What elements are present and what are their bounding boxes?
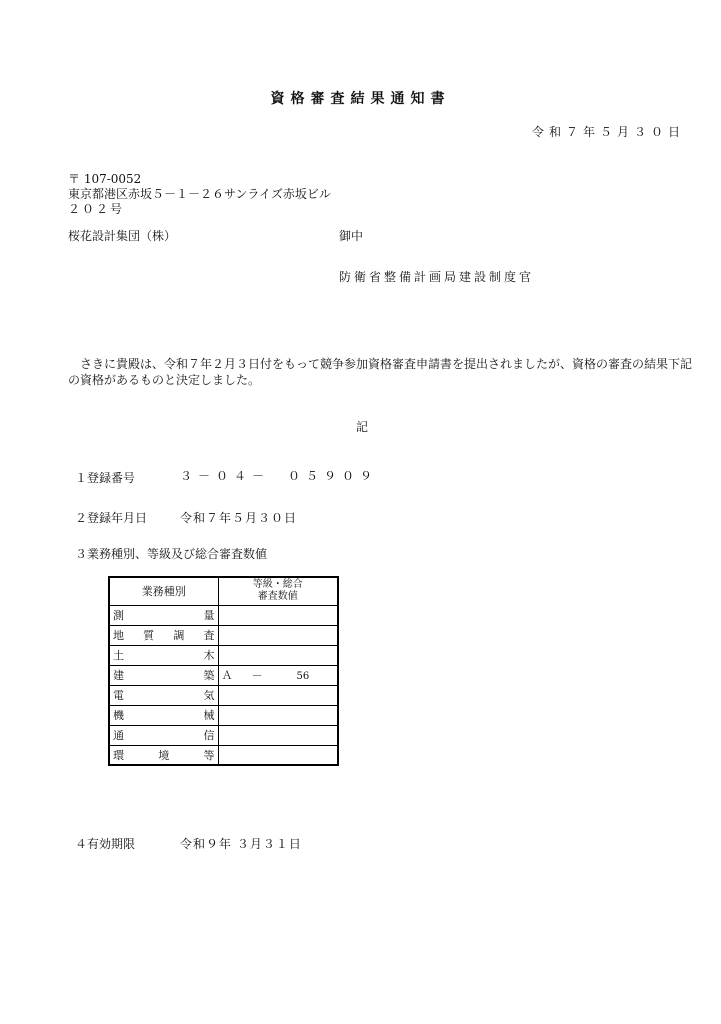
business-type-char: 建 bbox=[113, 669, 124, 682]
business-type-name bbox=[113, 607, 215, 623]
registration-number-value: ３－０４－ ０５９０９ bbox=[180, 469, 379, 483]
validity-value: 令和９年 ３月３１日 bbox=[180, 837, 302, 851]
table-row bbox=[109, 725, 338, 745]
business-type-char: 械 bbox=[203, 709, 215, 722]
business-type-name bbox=[113, 727, 215, 743]
address-line-2: ２０２号 bbox=[68, 202, 125, 216]
grade-score-cell bbox=[218, 705, 338, 725]
business-type-cell bbox=[109, 725, 218, 745]
business-type-char: 気 bbox=[203, 689, 215, 702]
table-row bbox=[109, 645, 338, 665]
business-type-char: 信 bbox=[203, 729, 215, 742]
business-type-cell bbox=[109, 625, 218, 645]
ki-heading: 記 bbox=[356, 420, 369, 434]
table-row bbox=[109, 705, 338, 725]
grade-score-cell bbox=[218, 645, 338, 665]
table-row bbox=[109, 665, 338, 685]
header-business-type: 業務種別 bbox=[109, 577, 218, 605]
registration-number-label: １登録番号 bbox=[75, 471, 136, 485]
document-title: 資格審査結果通知書 bbox=[270, 91, 451, 107]
table-row bbox=[109, 625, 338, 645]
business-type-cell bbox=[109, 645, 218, 665]
business-type-char: 測 bbox=[113, 609, 124, 622]
honorific: 御中 bbox=[339, 229, 364, 243]
grade-score-cell bbox=[218, 625, 338, 645]
recipient-name: 桜花設計集団（株） bbox=[68, 229, 177, 243]
table-body bbox=[109, 605, 338, 765]
business-type-char: 電 bbox=[113, 689, 124, 702]
table-row bbox=[109, 685, 338, 705]
body-paragraph: さきに貴殿は、令和７年２月３日付をもって競争参加資格審査申請書を提出されましたが、資格の審査の結果下記の資格があるものと決定しました。 bbox=[68, 357, 693, 387]
table-header-row bbox=[109, 577, 338, 605]
grade-score-cell bbox=[218, 605, 338, 625]
business-type-char: 環 bbox=[113, 748, 124, 762]
business-type-cell bbox=[109, 605, 218, 625]
grade-score-cell bbox=[218, 745, 338, 765]
business-type-char: 等 bbox=[203, 748, 215, 762]
registration-date-value: 令和７年５月３０日 bbox=[180, 511, 298, 525]
grade-score-cell bbox=[218, 725, 338, 745]
business-type-char: 機 bbox=[113, 709, 124, 722]
business-type-name bbox=[113, 667, 215, 683]
issue-date: 令和７年５月３０日 bbox=[531, 125, 685, 139]
business-type-name bbox=[113, 627, 215, 643]
business-type-char: 質 bbox=[143, 629, 155, 642]
validity-label: ４有効期限 bbox=[75, 837, 136, 851]
business-type-cell bbox=[109, 705, 218, 725]
postal-code: 〒 107-0052 bbox=[68, 172, 142, 186]
business-types-label: ３業務種別、等級及び総合審査数値 bbox=[75, 547, 268, 561]
issuer-name: 防衛省整備計画局建設制度官 bbox=[339, 270, 535, 284]
header-grade bbox=[218, 577, 338, 605]
business-type-char: 木 bbox=[203, 649, 215, 662]
business-type-char: 土 bbox=[113, 649, 124, 662]
business-type-name bbox=[113, 647, 215, 663]
business-type-char: 査 bbox=[203, 629, 215, 642]
table-row bbox=[109, 745, 338, 765]
business-type-char: 地 bbox=[113, 629, 124, 642]
registration-date-label: ２登録年月日 bbox=[75, 511, 148, 525]
business-type-char: 量 bbox=[203, 609, 215, 622]
table-row bbox=[109, 605, 338, 625]
grade-score-cell bbox=[218, 685, 338, 705]
business-type-char: 境 bbox=[158, 748, 170, 762]
header-grade-line1: 等級・総合 bbox=[252, 579, 303, 591]
business-type-char: 築 bbox=[203, 669, 215, 682]
business-type-char: 通 bbox=[113, 729, 124, 742]
business-type-cell bbox=[109, 745, 218, 765]
business-type-cell bbox=[109, 685, 218, 705]
address-line-1: 東京都港区赤坂５－１－２６サンライズ赤坂ビル bbox=[68, 187, 331, 201]
business-type-name bbox=[113, 707, 215, 723]
business-type-cell bbox=[109, 665, 218, 685]
score-value: 56 bbox=[296, 671, 310, 682]
header-grade-line2: 審査数値 bbox=[257, 591, 298, 603]
business-type-name bbox=[113, 747, 215, 763]
grade-value: Ａ bbox=[221, 669, 233, 682]
business-type-char: 調 bbox=[173, 629, 185, 642]
business-type-name bbox=[113, 687, 215, 703]
grade-score-cell bbox=[218, 665, 338, 685]
results-table bbox=[108, 576, 339, 766]
grade-separator: － bbox=[251, 669, 263, 682]
